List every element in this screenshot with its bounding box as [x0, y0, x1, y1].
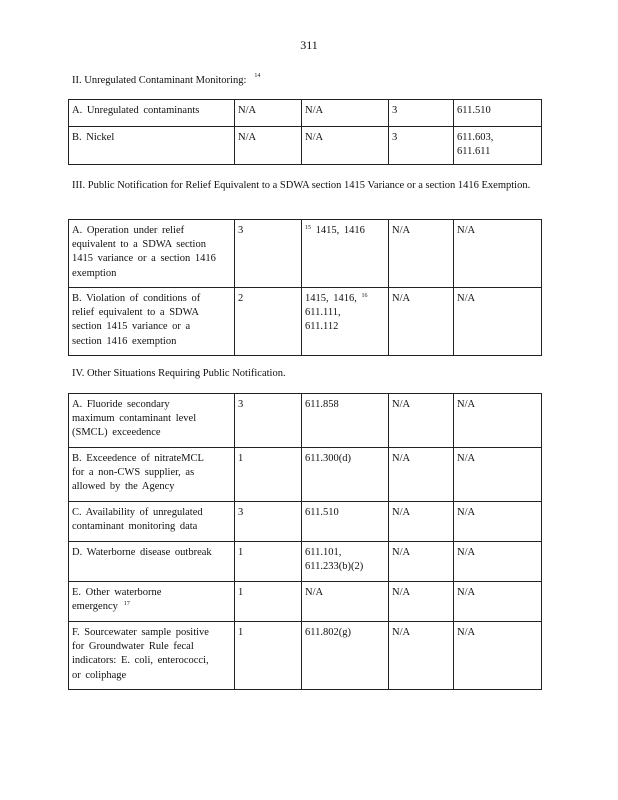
cell: N/A	[454, 622, 542, 690]
cell: N/A	[454, 542, 542, 582]
footnote-17: 17	[123, 601, 130, 608]
cell: 3	[235, 394, 302, 448]
section-4-table	[68, 393, 542, 690]
row-label: A. Unregulated contaminants	[69, 100, 235, 127]
footnote-16: 16	[361, 293, 368, 299]
cell: 1	[235, 448, 302, 502]
cell: 1	[235, 542, 302, 582]
cell: N/A	[389, 542, 454, 582]
cell	[302, 288, 389, 356]
cell: N/A	[454, 582, 542, 622]
cell: 3	[235, 502, 302, 542]
cell: N/A	[454, 448, 542, 502]
section-2-table	[68, 99, 542, 165]
table-row	[69, 542, 542, 582]
cell-text: 1415, 1416	[315, 225, 365, 236]
section-2-heading-text: II. Unregulated Contaminant Monitoring:	[72, 75, 247, 86]
cell: N/A	[389, 622, 454, 690]
row-label	[69, 582, 235, 622]
cell: N/A	[389, 220, 454, 288]
section-3-table	[68, 219, 542, 356]
page-number: 311	[300, 38, 318, 52]
table-row	[69, 288, 542, 356]
table-row	[69, 502, 542, 542]
cell: 3	[389, 100, 454, 127]
cell: N/A	[302, 582, 389, 622]
cell: N/A	[389, 582, 454, 622]
cell: N/A	[235, 100, 302, 127]
table-row	[69, 394, 542, 448]
row-label: B. Exceedence of nitrateMCL for a non-CWS supplier, as allowed by the Agency	[69, 448, 235, 502]
cell-text: 1415, 1416,	[305, 293, 357, 304]
row-label: B. Nickel	[69, 127, 235, 165]
row-label: A. Operation under relief equivalent to a SDWA section 1415 variance or a section 1416 exemption	[69, 220, 235, 288]
cell: N/A	[454, 220, 542, 288]
cell: N/A	[235, 127, 302, 165]
cell: 611.101, 611.233(b)(2)	[302, 542, 389, 582]
cell: N/A	[454, 288, 542, 356]
table-row	[69, 582, 542, 622]
table-row	[69, 100, 542, 127]
section-3-heading: III. Public Notification for Relief Equivalent to a SDWA section 1415 Variance or a section 1416 Exemption.	[72, 180, 531, 191]
cell: N/A	[302, 100, 389, 127]
cell: N/A	[454, 394, 542, 448]
cell: N/A	[389, 288, 454, 356]
section-2-heading	[72, 72, 542, 88]
row-label: C. Availability of unregulated contaminant monitoring data	[69, 502, 235, 542]
cell: 3	[389, 127, 454, 165]
cell: 611.510	[302, 502, 389, 542]
table-row	[69, 622, 542, 690]
row-label-text: E. Other waterborne emergency	[72, 587, 162, 613]
cell: N/A	[389, 394, 454, 448]
cell: 1	[235, 622, 302, 690]
cell: 611.510	[454, 100, 542, 127]
cell: 611.603, 611.611	[454, 127, 542, 165]
cell: 611.858	[302, 394, 389, 448]
cell: N/A	[389, 502, 454, 542]
cell: N/A	[454, 502, 542, 542]
row-label: B. Violation of conditions of relief equivalent to a SDWA section 1415 variance or a section 1416 exemption	[69, 288, 235, 356]
cell: 1	[235, 582, 302, 622]
table-row	[69, 127, 542, 165]
footnote-15: 15	[305, 225, 311, 231]
table-row	[69, 220, 542, 288]
section-4-heading: IV. Other Situations Requiring Public Notification.	[72, 368, 286, 379]
cell: N/A	[389, 448, 454, 502]
cell: 2	[235, 288, 302, 356]
cell	[302, 220, 389, 288]
table-row	[69, 448, 542, 502]
cell-text: 611.111, 611.112	[305, 307, 341, 333]
cell: 611.802(g)	[302, 622, 389, 690]
cell: N/A	[302, 127, 389, 165]
cell: 3	[235, 220, 302, 288]
row-label: D. Waterborne disease outbreak	[69, 542, 235, 582]
row-label: F. Sourcewater sample positive for Groundwater Rule fecal indicators: E. coli, enterococci, or coliphage	[69, 622, 235, 690]
row-label: A. Fluoride secondary maximum contaminant level (SMCL) exceedence	[69, 394, 235, 448]
footnote-14: 14	[254, 73, 261, 79]
cell: 611.300(d)	[302, 448, 389, 502]
